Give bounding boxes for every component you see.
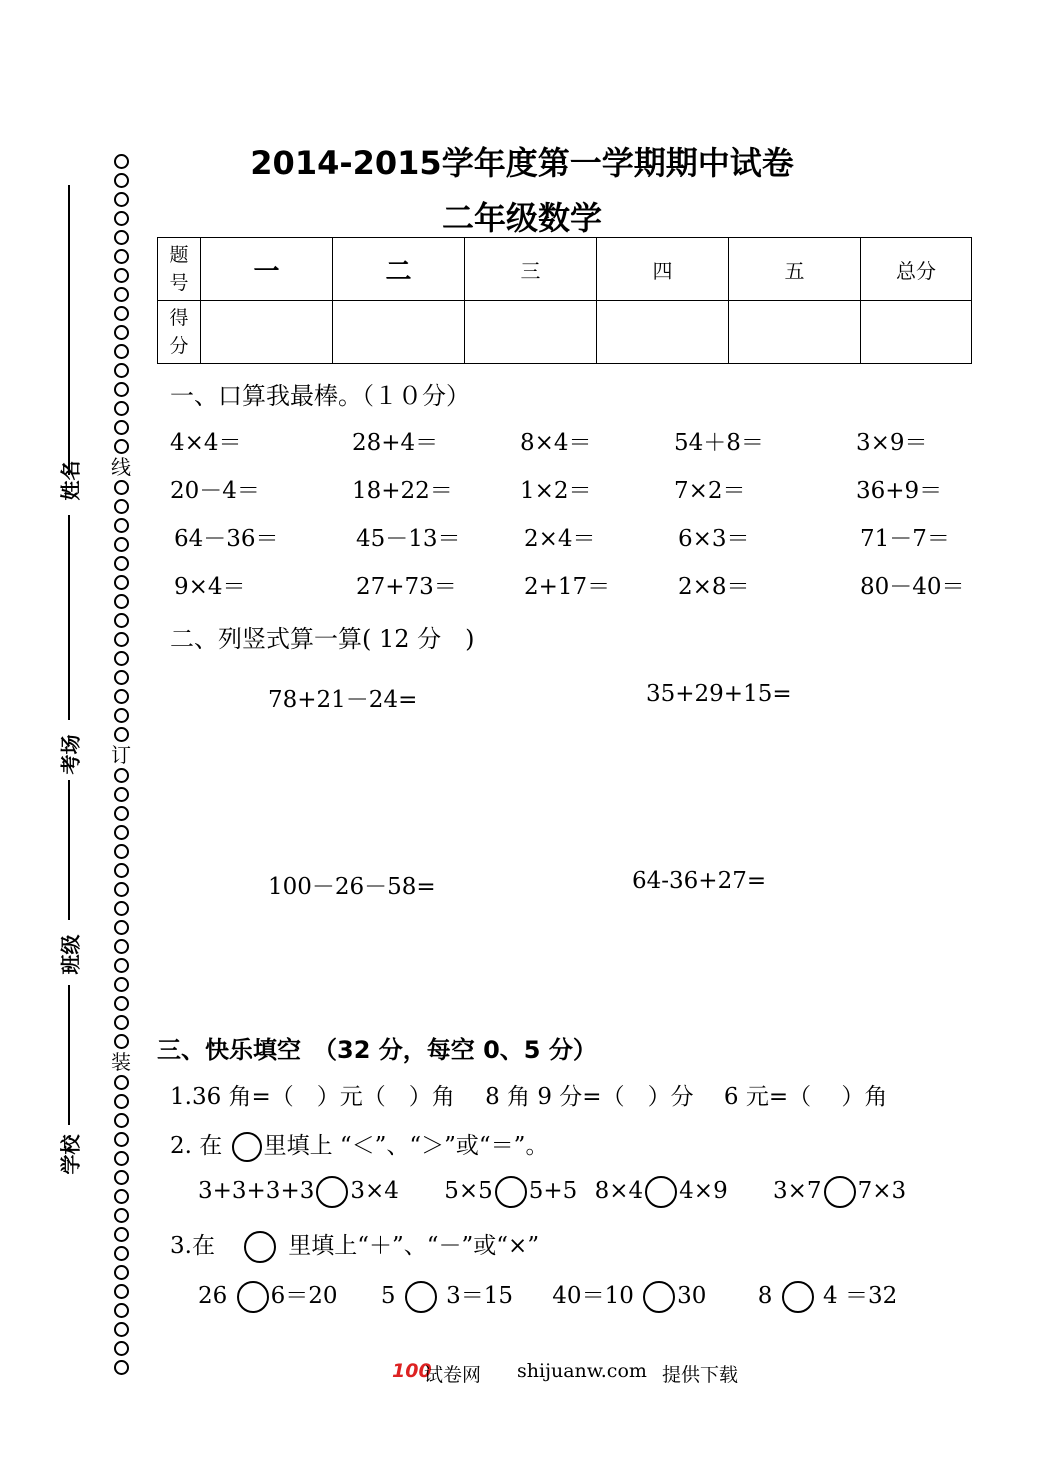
oral-problem: 64－36＝ bbox=[174, 526, 279, 552]
binding-circle bbox=[114, 1189, 129, 1204]
binding-circle bbox=[114, 575, 129, 590]
binding-circle bbox=[114, 1034, 129, 1049]
site-domain[interactable]: shijuanw.com bbox=[517, 1360, 647, 1382]
exam-room-label: 考场 bbox=[58, 734, 83, 775]
class-line bbox=[68, 780, 70, 920]
school-label: 学校 bbox=[58, 1134, 83, 1175]
binding-circle bbox=[114, 1132, 129, 1147]
binding-circle bbox=[114, 632, 129, 647]
school-line bbox=[68, 985, 70, 1125]
header-cell: 题 号 bbox=[158, 238, 201, 301]
vertical-problem: 64-36+27= bbox=[632, 868, 767, 894]
binding-circle bbox=[114, 1341, 129, 1356]
operator-row: 26 6＝20 5 3＝15 40＝10 30 8 4 ＝32 bbox=[198, 1277, 897, 1313]
oral-problem: 7×2＝ bbox=[674, 478, 746, 504]
vertical-problem: 78+21－24= bbox=[268, 687, 418, 713]
binding-circle bbox=[114, 613, 129, 628]
binding-circle bbox=[114, 958, 129, 973]
binding-circle bbox=[114, 1151, 129, 1166]
answer-circle[interactable] bbox=[782, 1281, 814, 1313]
oral-problem: 36+9＝ bbox=[856, 478, 943, 504]
page-subtitle: 二年级数学 bbox=[441, 199, 602, 237]
binding-circle bbox=[114, 1265, 129, 1280]
score-cell[interactable] bbox=[729, 301, 861, 364]
score-table bbox=[157, 237, 972, 364]
binding-circle bbox=[114, 844, 129, 859]
circle-icon bbox=[244, 1231, 276, 1263]
binding-circle bbox=[114, 325, 129, 340]
binding-circle bbox=[114, 939, 129, 954]
binding-circle bbox=[114, 499, 129, 514]
section2-title: 二、列竖式算一算( 12 分 ) bbox=[170, 625, 475, 653]
vertical-problem: 35+29+15= bbox=[646, 681, 792, 707]
score-cell[interactable] bbox=[465, 301, 597, 364]
header-cell: 得 分 bbox=[158, 301, 201, 364]
vertical-problem: 100－26－58= bbox=[268, 874, 436, 900]
binding-circle bbox=[114, 996, 129, 1011]
answer-circle[interactable] bbox=[824, 1176, 856, 1208]
fill-question-3: 3.在 里填上“＋”、“－”或“×” bbox=[170, 1227, 539, 1263]
oral-problem: 71－7＝ bbox=[860, 526, 950, 552]
binding-circle bbox=[114, 1246, 129, 1261]
oral-problem: 2×4＝ bbox=[524, 526, 596, 552]
binding-circle bbox=[114, 287, 129, 302]
oral-problem: 28+4＝ bbox=[352, 430, 439, 456]
binding-circle bbox=[114, 480, 129, 495]
class-label: 班级 bbox=[58, 934, 83, 975]
exam-room-line bbox=[68, 515, 70, 720]
fill-question-1: 1.36 角=（ ）元（ ）角 8 角 9 分=（ ）分 6 元=（ ）角 bbox=[170, 1084, 888, 1110]
binding-circle bbox=[114, 1015, 129, 1030]
score-cell[interactable] bbox=[597, 301, 729, 364]
binding-circle bbox=[114, 689, 129, 704]
oral-problem: 2+17＝ bbox=[524, 574, 611, 600]
score-cell[interactable] bbox=[333, 301, 465, 364]
binding-circle bbox=[114, 977, 129, 992]
compare-row: 3+3+3+3 3×4 5×5 5+5 8×4 4×9 3×7 7×3 bbox=[198, 1176, 906, 1208]
binding-circle bbox=[114, 670, 129, 685]
answer-circle[interactable] bbox=[405, 1281, 437, 1313]
table-row bbox=[158, 238, 972, 301]
binding-circle bbox=[114, 363, 129, 378]
binding-circle bbox=[114, 1094, 129, 1109]
binding-circle bbox=[114, 1303, 129, 1318]
binding-circle bbox=[114, 537, 129, 552]
binding-circle bbox=[114, 1113, 129, 1128]
binding-circle bbox=[114, 1227, 129, 1242]
binding-char: 订 bbox=[111, 743, 131, 767]
oral-problem: 20－4＝ bbox=[170, 478, 260, 504]
binding-circle bbox=[114, 382, 129, 397]
binding-circle bbox=[114, 882, 129, 897]
footer-tail: 提供下载 bbox=[662, 1364, 739, 1386]
oral-problem: 80－40＝ bbox=[860, 574, 965, 600]
oral-problem: 3×9＝ bbox=[856, 430, 928, 456]
column-2: 二 bbox=[333, 238, 465, 301]
binding-circle bbox=[114, 1284, 129, 1299]
binding-circle bbox=[114, 1360, 129, 1375]
oral-problem: 1×2＝ bbox=[520, 478, 592, 504]
column-1: 一 bbox=[201, 238, 333, 301]
binding-circle bbox=[114, 344, 129, 359]
oral-problem: 2×8＝ bbox=[678, 574, 750, 600]
column-4: 四 bbox=[597, 238, 729, 301]
circle-icon bbox=[232, 1132, 262, 1162]
column-total: 总分 bbox=[861, 238, 972, 301]
binding-circle bbox=[114, 651, 129, 666]
fill-question-2: 2. 在 里填上 “＜”、“＞”或“＝”。 bbox=[170, 1127, 548, 1162]
score-cell[interactable] bbox=[861, 301, 972, 364]
column-5: 五 bbox=[729, 238, 861, 301]
binding-circle bbox=[114, 556, 129, 571]
binding-circle bbox=[114, 306, 129, 321]
binding-circle bbox=[114, 806, 129, 821]
binding-circle bbox=[114, 901, 129, 916]
binding-circle bbox=[114, 1170, 129, 1185]
binding-char: 装 bbox=[111, 1050, 131, 1074]
binding-circle bbox=[114, 787, 129, 802]
binding-circle bbox=[114, 401, 129, 416]
oral-problem: 8×4＝ bbox=[520, 430, 592, 456]
answer-circle[interactable] bbox=[495, 1176, 527, 1208]
binding-circle bbox=[114, 1075, 129, 1090]
section1-title: 一、口算我最棒。（１０分） bbox=[170, 382, 470, 410]
name-label: 姓名 bbox=[58, 460, 83, 501]
page-title: 2014-2015学年度第一学期期中试卷 bbox=[250, 144, 794, 182]
answer-circle[interactable] bbox=[643, 1281, 675, 1313]
oral-problem: 9×4＝ bbox=[174, 574, 246, 600]
binding-circle bbox=[114, 863, 129, 878]
binding-circle bbox=[114, 268, 129, 283]
binding-char: 线 bbox=[111, 455, 131, 479]
oral-problem: 6×3＝ bbox=[678, 526, 750, 552]
binding-circle bbox=[114, 420, 129, 435]
oral-problem: 18+22＝ bbox=[352, 478, 453, 504]
section3-title: 三、快乐填空 （32 分，每空 0、5 分） bbox=[157, 1036, 597, 1064]
oral-problem: 27+73＝ bbox=[356, 574, 457, 600]
binding-circle bbox=[114, 1208, 129, 1223]
binding-circle bbox=[114, 825, 129, 840]
score-cell[interactable] bbox=[201, 301, 333, 364]
binding-circle bbox=[114, 439, 129, 454]
binding-circle bbox=[114, 249, 129, 264]
oral-problem: 4×4＝ bbox=[170, 430, 242, 456]
binding-circle bbox=[114, 727, 129, 742]
binding-circle bbox=[114, 920, 129, 935]
binding-column bbox=[108, 152, 134, 1312]
oral-problem: 45－13＝ bbox=[356, 526, 461, 552]
answer-circle[interactable] bbox=[645, 1176, 677, 1208]
site-logo: 100 bbox=[392, 1360, 432, 1382]
binding-circle bbox=[114, 768, 129, 783]
binding-circle bbox=[114, 594, 129, 609]
answer-circle[interactable] bbox=[237, 1281, 269, 1313]
answer-circle[interactable] bbox=[316, 1176, 348, 1208]
column-3: 三 bbox=[465, 238, 597, 301]
binding-circle bbox=[114, 518, 129, 533]
table-row bbox=[158, 301, 972, 364]
site-name: 试卷网 bbox=[424, 1364, 482, 1386]
binding-circle bbox=[114, 1322, 129, 1337]
binding-circle bbox=[114, 708, 129, 723]
oral-problem: 54＋8＝ bbox=[674, 430, 764, 456]
